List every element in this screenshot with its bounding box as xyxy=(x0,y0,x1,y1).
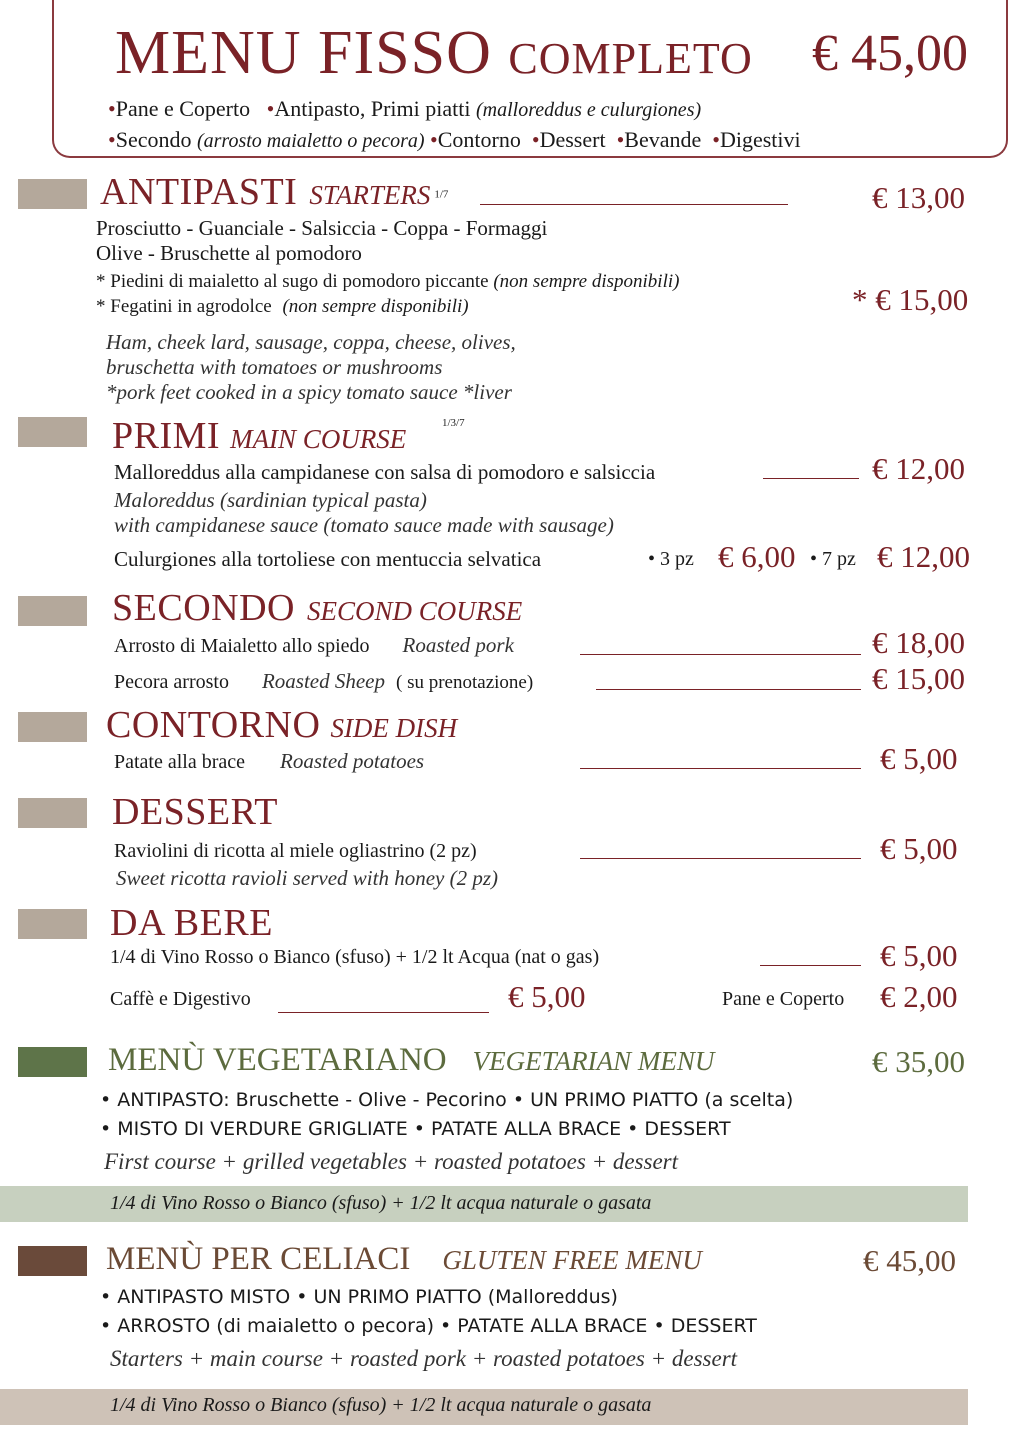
section-subtitle: SIDE DISH xyxy=(330,713,458,743)
section-title-text: SECONDO xyxy=(112,587,295,629)
section-marker xyxy=(18,417,87,447)
dish-row xyxy=(114,633,514,658)
price: € 5,00 xyxy=(508,979,586,1014)
price: € 13,00 xyxy=(872,180,965,215)
dish-note: (non sempre disponibili) xyxy=(493,271,680,292)
price: € 5,00 xyxy=(880,831,958,866)
include-item: Antipasto, Primi piatti xyxy=(274,96,471,121)
menu-contents: • ANTIPASTO: Bruschette - Olive - Pecorino • UN PRIMO PIATTO (a scelta) xyxy=(100,1089,794,1111)
portion-7 xyxy=(810,548,856,571)
section-subtitle: GLUTEN FREE MENU xyxy=(442,1245,702,1275)
dish-name: Culurgiones alla tortoliese con mentuccia selvatica xyxy=(114,547,542,571)
section-title-text: ANTIPASTI xyxy=(100,171,298,213)
translation: Roasted pork xyxy=(402,633,514,657)
section-title-text: CONTORNO xyxy=(106,704,321,746)
section-marker-brown xyxy=(18,1246,87,1276)
price-leader xyxy=(580,654,861,655)
menu-title xyxy=(115,18,753,89)
include-note: (arrosto maialetto o pecora) xyxy=(196,130,425,152)
price: € 18,00 xyxy=(872,625,965,660)
dish-name: Malloreddus alla campidanese con salsa di pomodoro e salsiccia xyxy=(114,460,656,484)
translation: Starters + main course + roasted pork + roasted potatoes + dessert xyxy=(110,1346,738,1371)
include-item: Digestivi xyxy=(719,127,801,152)
portion-3 xyxy=(648,548,694,571)
section-subtitle: SECOND COURSE xyxy=(306,596,523,626)
include-item: Pane e Coperto xyxy=(115,96,251,121)
section-title-dabere: DA BERE xyxy=(110,902,273,944)
translation: bruschetta with tomatoes or mushrooms xyxy=(106,355,443,379)
section-title-antipasti xyxy=(100,170,448,214)
price-leader xyxy=(480,204,788,205)
section-subtitle: STARTERS xyxy=(309,180,431,210)
section-title-contorno xyxy=(106,703,457,747)
price: € 2,00 xyxy=(880,979,958,1014)
section-subtitle: VEGETARIAN MENU xyxy=(472,1046,715,1076)
section-marker xyxy=(18,596,87,626)
translation: Ham, cheek lard, sausage, coppa, cheese, olives, xyxy=(106,330,516,354)
section-title-secondo xyxy=(112,586,522,630)
allergen-note: 1/7 xyxy=(434,188,449,201)
translation: First course + grilled vegetables + roasted potatoes + dessert xyxy=(104,1149,679,1174)
dish-name: Patate alla brace xyxy=(114,751,246,773)
menu-contents: • ARROSTO (di maialetto o pecora) • PATATE ALLA BRACE • DESSERT xyxy=(100,1315,757,1337)
translation: Roasted potatoes xyxy=(280,749,425,773)
translation: Sweet ricotta ravioli served with honey (2 pz) xyxy=(116,866,499,890)
dish-list: Prosciutto - Guanciale - Salsiccia - Coppa - Formaggi xyxy=(96,216,548,240)
dish-name: Caffè e Digestivo xyxy=(110,988,251,1010)
price: € 12,00 xyxy=(872,451,965,486)
menu-title-main: MENU FISSO xyxy=(115,19,492,87)
dish-row xyxy=(114,749,424,774)
section-title-vegetariano xyxy=(108,1042,714,1079)
section-marker xyxy=(18,712,87,742)
menu-title-small: COMPLETO xyxy=(508,34,753,83)
dish-note: (non sempre disponibili) xyxy=(282,296,469,317)
section-marker xyxy=(18,179,87,209)
menu-price: € 45,00 xyxy=(812,25,968,82)
menu-contents: • ANTIPASTO MISTO • UN PRIMO PIATTO (Malloreddus) xyxy=(100,1286,618,1308)
extra-item xyxy=(96,296,469,318)
section-title-text: PRIMI xyxy=(112,415,221,457)
price-leader xyxy=(580,858,861,859)
translation: Maloreddus (sardinian typical pasta) xyxy=(114,488,427,512)
section-title-text: MENÙ VEGETARIANO xyxy=(108,1042,447,1078)
dish-name: Raviolini di ricotta al miele ogliastrino (2 pz) xyxy=(114,840,477,862)
price: € 6,00 xyxy=(718,539,796,574)
price-leader xyxy=(278,1012,489,1013)
dish-name: * Piedini di maialetto al sugo di pomodoro piccante xyxy=(96,271,489,292)
include-note: (malloreddus e culurgiones) xyxy=(475,99,702,121)
price-leader xyxy=(580,768,861,769)
section-marker-green xyxy=(18,1047,87,1077)
dish-row xyxy=(114,669,533,694)
translation: with campidanese sauce (tomato sauce made with sausage) xyxy=(114,513,614,537)
section-marker xyxy=(18,798,87,828)
include-item: Secondo xyxy=(115,127,192,152)
price: € 15,00 xyxy=(872,661,965,696)
price-leader xyxy=(596,689,861,690)
dish-name: * Fegatini in agrodolce xyxy=(96,296,272,317)
dish-name: Arrosto di Maialetto allo spiedo xyxy=(114,635,370,657)
section-subtitle: MAIN COURSE xyxy=(230,424,407,454)
allergen-note: 1/3/7 xyxy=(442,417,465,429)
header-includes-line1: •Pane e Coperto •Antipasto, Primi piatti (malloreddus e culurgiones) xyxy=(108,96,702,121)
section-title-celiaci xyxy=(106,1241,702,1278)
drinks-note: 1/4 di Vino Rosso o Bianco (sfuso) + 1/2 lt acqua naturale o gasata xyxy=(110,1394,652,1416)
price: € 12,00 xyxy=(877,539,970,574)
dish-name: 1/4 di Vino Rosso o Bianco (sfuso) + 1/2 lt Acqua (nat o gas) xyxy=(110,946,600,968)
dish-list: Olive - Bruschette al pomodoro xyxy=(96,241,362,265)
section-title-text: MENÙ PER CELIACI xyxy=(106,1241,411,1277)
dish-note: ( su prenotazione) xyxy=(396,672,534,693)
price: * € 15,00 xyxy=(852,282,969,317)
portion-qty: • 7 pz xyxy=(810,548,856,570)
section-marker xyxy=(18,909,87,939)
price: € 5,00 xyxy=(880,741,958,776)
drinks-note: 1/4 di Vino Rosso o Bianco (sfuso) + 1/2 lt acqua naturale o gasata xyxy=(110,1192,652,1214)
price: € 5,00 xyxy=(880,938,958,973)
price: € 35,00 xyxy=(872,1044,965,1079)
translation: *pork feet cooked in a spicy tomato sauce *liver xyxy=(106,380,512,404)
include-item: Contorno xyxy=(437,127,521,152)
section-title-primi xyxy=(112,414,406,458)
price-leader xyxy=(760,965,861,966)
dish-name: Pane e Coperto xyxy=(722,988,845,1010)
menu-contents: • MISTO DI VERDURE GRIGLIATE • PATATE ALLA BRACE • DESSERT xyxy=(100,1118,731,1140)
dish-name: Pecora arrosto xyxy=(114,671,229,693)
price-leader xyxy=(763,478,859,479)
include-item: Dessert xyxy=(539,127,606,152)
include-item: Bevande xyxy=(624,127,702,152)
price: € 45,00 xyxy=(863,1243,956,1278)
section-title-dessert: DESSERT xyxy=(112,791,278,833)
header-includes-line2: •Secondo (arrosto maialetto o pecora) •Contorno •Dessert •Bevande •Digestivi xyxy=(108,127,801,152)
translation: Roasted Sheep xyxy=(261,669,385,693)
portion-qty: • 3 pz xyxy=(648,548,694,570)
extra-item xyxy=(96,271,679,293)
